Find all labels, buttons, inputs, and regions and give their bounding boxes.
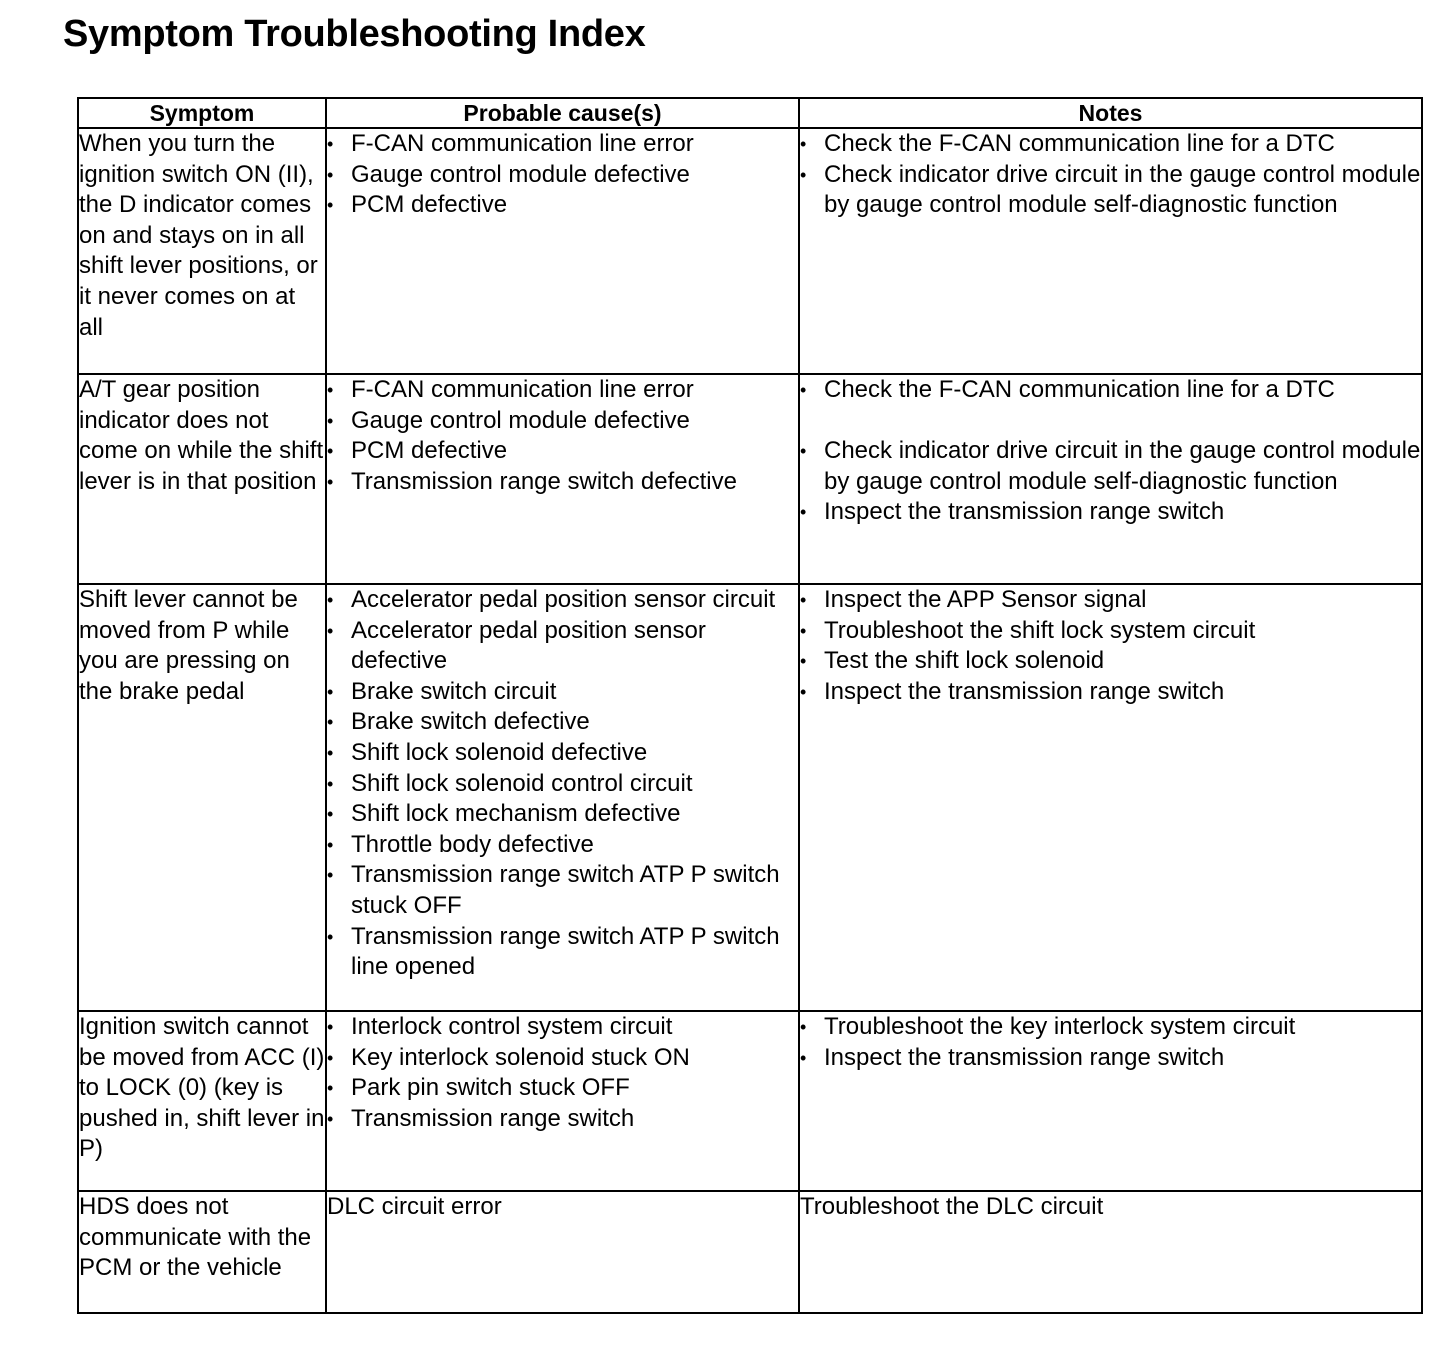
symptom-cell: When you turn the ignition switch ON (II), the D indicator comes on and stays on in all shift lever positions, or it never comes on at all <box>78 128 326 374</box>
table-row <box>78 374 1422 584</box>
cause-item: • F-CAN communication line error <box>327 129 798 160</box>
cause-item: • Shift lock mechanism defective <box>327 799 798 830</box>
notes-list <box>800 1012 1421 1073</box>
note-text: Troubleshoot the DLC circuit <box>800 1193 1104 1220</box>
note-item: • Inspect the transmission range switch <box>800 497 1421 528</box>
causes-cell <box>326 374 799 584</box>
cause-item: • F-CAN communication line error <box>327 375 798 406</box>
troubleshooting-table <box>77 97 1423 1314</box>
cause-item: • Transmission range switch defective <box>327 467 798 498</box>
cause-item: • PCM defective <box>327 436 798 467</box>
table-row <box>78 128 1422 374</box>
note-item: • Troubleshoot the key interlock system circuit <box>800 1012 1421 1043</box>
cause-item: • Shift lock solenoid defective <box>327 738 798 769</box>
note-item: • Check the F-CAN communication line for a DTC <box>800 375 1421 406</box>
table-row <box>78 1191 1422 1313</box>
header-probable-causes: Probable cause(s) <box>326 98 799 128</box>
note-item: • Inspect the APP Sensor signal <box>800 585 1421 616</box>
cause-item: • Accelerator pedal position sensor defective <box>327 616 798 677</box>
notes-list <box>800 585 1421 707</box>
notes-list <box>800 129 1421 221</box>
symptom-cell: Shift lever cannot be moved from P while you are pressing on the brake pedal <box>78 584 326 1011</box>
notes-cell <box>799 128 1422 374</box>
causes-list <box>327 375 798 497</box>
symptom-cell: Ignition switch cannot be moved from ACC (I) to LOCK (0) (key is pushed in, shift lever in P) <box>78 1011 326 1191</box>
cause-item: • PCM defective <box>327 190 798 221</box>
causes-list <box>327 585 798 983</box>
note-item: • Inspect the transmission range switch <box>800 1043 1421 1074</box>
causes-cell <box>326 128 799 374</box>
causes-list <box>327 129 798 221</box>
symptom-cell: A/T gear position indicator does not come on while the shift lever is in that position <box>78 374 326 584</box>
cause-item: • Key interlock solenoid stuck ON <box>327 1043 798 1074</box>
causes-list <box>327 1012 798 1134</box>
table-row <box>78 1011 1422 1191</box>
cause-item: • Brake switch defective <box>327 707 798 738</box>
table-row <box>78 584 1422 1011</box>
note-item: • Check the F-CAN communication line for a DTC <box>800 129 1421 160</box>
notes-cell <box>799 584 1422 1011</box>
cause-item: • Transmission range switch ATP P switch line opened <box>327 922 798 983</box>
symptom-cell: HDS does not communicate with the PCM or the vehicle <box>78 1191 326 1313</box>
notes-list <box>800 375 1421 528</box>
notes-cell <box>799 1191 1422 1313</box>
note-item: • Inspect the transmission range switch <box>800 677 1421 708</box>
cause-item: • Accelerator pedal position sensor circuit <box>327 585 798 616</box>
cause-text: DLC circuit error <box>327 1193 502 1220</box>
note-item: • Check indicator drive circuit in the gauge control module by gauge control module self-diagnostic function <box>800 160 1421 221</box>
note-item: • Check indicator drive circuit in the gauge control module by gauge control module self-diagnostic function <box>800 436 1421 497</box>
note-item: • Test the shift lock solenoid <box>800 646 1421 677</box>
cause-item: • Gauge control module defective <box>327 406 798 437</box>
causes-cell <box>326 1191 799 1313</box>
cause-item: • Brake switch circuit <box>327 677 798 708</box>
cause-item: • Transmission range switch ATP P switch stuck OFF <box>327 860 798 921</box>
cause-item: • Throttle body defective <box>327 830 798 861</box>
header-notes: Notes <box>799 98 1422 128</box>
causes-cell <box>326 1011 799 1191</box>
cause-item: • Park pin switch stuck OFF <box>327 1073 798 1104</box>
cause-item: • Interlock control system circuit <box>327 1012 798 1043</box>
table-header-row <box>78 98 1422 128</box>
notes-cell <box>799 374 1422 584</box>
causes-cell <box>326 584 799 1011</box>
notes-cell <box>799 1011 1422 1191</box>
page-title: Symptom Troubleshooting Index <box>63 13 646 55</box>
cause-item: • Gauge control module defective <box>327 160 798 191</box>
header-symptom: Symptom <box>78 98 326 128</box>
cause-item: • Transmission range switch <box>327 1104 798 1135</box>
note-item: • Troubleshoot the shift lock system circuit <box>800 616 1421 647</box>
cause-item: • Shift lock solenoid control circuit <box>327 769 798 800</box>
